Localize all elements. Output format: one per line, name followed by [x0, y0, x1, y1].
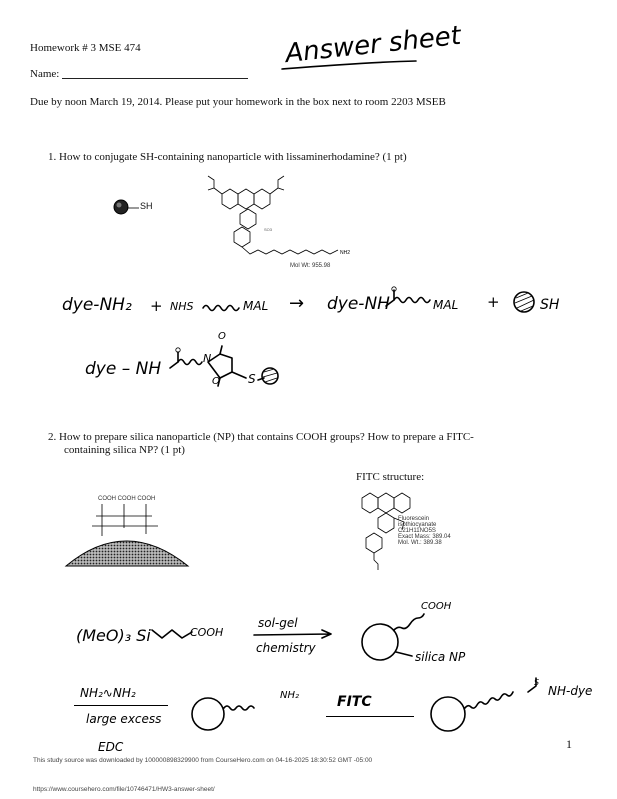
sh-label: SH: [140, 201, 153, 211]
footer-url[interactable]: https://www.coursehero.com/file/10746471/HW3-answer-sheet/: [33, 786, 215, 793]
amine-np-sketch: [186, 690, 276, 736]
fitc-caption: FITC structure:: [356, 471, 425, 483]
q2-fitc: FITC: [337, 694, 372, 710]
due-line: Due by noon March 19, 2014. Please put your homework in the box next to room 2203 MSEB: [30, 96, 446, 108]
course-line: Homework # 3 MSE 474: [30, 42, 141, 54]
structure-caption: Mol Wt: 955.98: [290, 263, 331, 269]
q2-chemistry: chemistry: [256, 641, 316, 655]
page-number: 1: [566, 737, 572, 751]
q2-cooh2: COOH: [421, 601, 452, 612]
q2-nh-dye: NH-dye: [548, 684, 593, 698]
answer1-dye-nh2: dye-NH₂: [62, 295, 132, 315]
fitc-text-2: C21H11NO5S: [398, 528, 436, 534]
fitc-text-0: Fluorescein: [398, 516, 430, 522]
fitc-text-3: Exact Mass: 389.04: [398, 534, 451, 540]
linker-squiggle-1: [201, 302, 245, 314]
answer1-product-mal: MAL: [433, 298, 459, 312]
fitc-text-1: isothiocyanate: [398, 522, 437, 528]
answer1-product: dye-NH: [327, 294, 390, 314]
silica-np-cooh-diagram: [62, 502, 192, 572]
answer1-sh: SH: [540, 297, 560, 313]
fitc-formula-text: [398, 516, 451, 546]
answer2-s: S: [248, 372, 256, 386]
q2-solgel: sol-gel: [258, 616, 298, 630]
question-1: 1. How to conjugate SH-containing nanoparticle with lissaminerhodamine? (1 pt): [48, 151, 407, 163]
q2-large-excess: large excess: [86, 712, 162, 726]
answer1-nhs: NHS: [170, 300, 194, 313]
name-label: Name:: [30, 68, 60, 80]
solgel-arrow: [252, 630, 336, 640]
footer-source: This study source was downloaded by 100000898329900 from CourseHero.com on 04-16-2025 18:30:52 GMT -05:00: [33, 757, 373, 764]
q2-cooh1: COOH: [190, 626, 224, 639]
maleimide-thioether-sketch: [168, 342, 278, 392]
answer-sheet-underline: [280, 60, 420, 72]
question-2-line2: containing silica NP? (1 pt): [64, 444, 185, 456]
answer2-o-top: O: [218, 331, 226, 342]
answer1-plus2: +: [487, 293, 500, 311]
fitc-np-conjugate-sketch: [428, 676, 548, 736]
answer-sheet-title: Answer sheet: [283, 20, 463, 70]
answer1-plus1: +: [150, 297, 163, 315]
rhodamine-structure-diagram: [200, 168, 360, 268]
hatched-nanoparticle-icon: [512, 290, 538, 316]
np-cooh-labels: COOH COOH COOH: [98, 496, 156, 502]
question-2-line1: 2. How to prepare silica nanoparticle (NP) that contains COOH groups? How to prepare a FITC-: [48, 431, 474, 443]
amide-linker-sketch: [384, 286, 436, 314]
answer2-n: N: [203, 352, 212, 365]
fitc-text-4: Mol. Wt.: 389.38: [398, 540, 442, 546]
q2-silica-np: silica NP: [415, 650, 466, 664]
amine-label: NH2: [340, 250, 351, 256]
q2-edc: EDC: [98, 740, 124, 754]
answer1-mal: MAL: [243, 299, 269, 313]
q2-nh2-np: NH₂: [280, 690, 300, 701]
fitc-arrow-line: [326, 716, 414, 717]
sh-bond: [127, 206, 139, 210]
q2-s-label: S: [534, 678, 540, 687]
answer2-o-bottom: O: [212, 376, 220, 387]
answer1-arrow: →: [289, 293, 305, 314]
reagent-divider: [74, 705, 168, 706]
answer2-dye-nh: dye – NH: [85, 359, 162, 379]
q2-diamine: NH₂∿NH₂: [80, 686, 136, 700]
name-blank-line: [62, 78, 248, 79]
q2-reagent: (MeO)₃ Si: [76, 626, 151, 645]
svg-text:SO3: SO3: [264, 227, 273, 232]
